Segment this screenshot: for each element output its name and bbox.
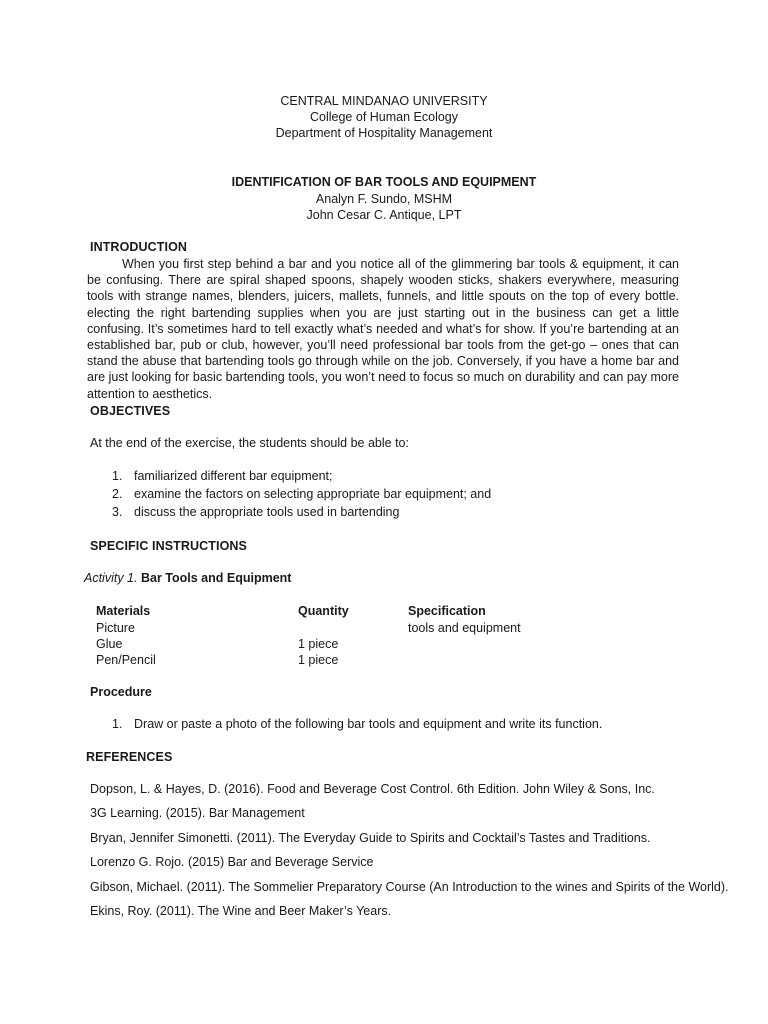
list-item: Draw or paste a photo of the following bar tools and equipment and write its function.: [134, 717, 603, 731]
table-header-specification: Specification: [408, 604, 486, 618]
procedure-heading: Procedure: [90, 685, 152, 699]
table-cell: tools and equipment: [408, 621, 521, 635]
activity-prefix: Activity 1.: [84, 571, 138, 585]
instructions-heading: SPECIFIC INSTRUCTIONS: [90, 539, 247, 553]
introduction-body: When you first step behind a bar and you notice all of the glimmering bar tools & equipment, it can be confusing. There are spiral shaped spoons, shapely wooden sticks, shakers everywhere, measuring tools with strange names, blenders, juicers, mallets, funnels, and little spouts on the top of every bottle. electing the right bartending supplies when you are just starting out in the business can get a little confusing. It’s sometimes hard to tell exactly what’s needed and what’s for show. If you’re bartending at an established bar, pub or club, however, you’ll need professional bar tools from the get-go – ones that can stand the abuse that bartending tools go through while on the job. Conversely, if you have a home bar and are just looking for basic bartending tools, you won’t need to focus so much on durability and can pay more attention to aesthetics.: [87, 257, 679, 401]
list-item: familiarized different bar equipment;: [134, 469, 333, 483]
table-cell: 1 piece: [298, 637, 339, 651]
objectives-heading: OBJECTIVES: [90, 404, 171, 418]
department-name: Department of Hospitality Management: [275, 126, 493, 140]
reference-item: Dopson, L. & Hayes, D. (2016). Food and Beverage Cost Control. 6th Edition. John Wiley & Sons, Inc.: [90, 782, 655, 796]
table-cell: Glue: [96, 637, 123, 651]
reference-item: Gibson, Michael. (2011). The Sommelier Preparatory Course (An Introduction to the wines and Spirits of the World).: [90, 880, 729, 894]
author-1: Analyn F. Sundo, MSHM: [315, 192, 453, 206]
reference-item: Bryan, Jennifer Simonetti. (2011). The Everyday Guide to Spirits and Cocktail’s Tastes and Traditions.: [90, 831, 651, 845]
list-item: examine the factors on selecting appropriate bar equipment; and: [134, 487, 492, 501]
college-name: College of Human Ecology: [310, 110, 458, 124]
introduction-paragraph: [87, 256, 679, 402]
list-item-number: 1.: [112, 469, 123, 483]
activity-title: [84, 571, 291, 585]
activity-name: Bar Tools and Equipment: [140, 571, 292, 585]
references-heading: REFERENCES: [86, 750, 173, 764]
list-item: discuss the appropriate tools used in bartending: [134, 505, 400, 519]
table-cell: Picture: [96, 621, 135, 635]
reference-item: Lorenzo G. Rojo. (2015) Bar and Beverage Service: [90, 855, 374, 869]
university-name: CENTRAL MINDANAO UNIVERSITY: [280, 94, 488, 108]
table-header-materials: Materials: [96, 604, 151, 618]
list-item-number: 2.: [112, 487, 123, 501]
author-2: John Cesar C. Antique, LPT: [306, 208, 462, 222]
reference-item: 3G Learning. (2015). Bar Management: [90, 806, 305, 820]
introduction-heading: INTRODUCTION: [90, 240, 188, 254]
list-item-number: 3.: [112, 505, 123, 519]
reference-item: Ekins, Roy. (2011). The Wine and Beer Maker’s Years.: [90, 904, 392, 918]
table-header-quantity: Quantity: [298, 604, 349, 618]
table-cell: 1 piece: [298, 653, 339, 667]
document-title: IDENTIFICATION OF BAR TOOLS AND EQUIPMENT: [231, 175, 537, 189]
list-item-number: 1.: [112, 717, 123, 731]
table-cell: Pen/Pencil: [96, 653, 156, 667]
objectives-intro: At the end of the exercise, the students should be able to:: [90, 436, 409, 450]
